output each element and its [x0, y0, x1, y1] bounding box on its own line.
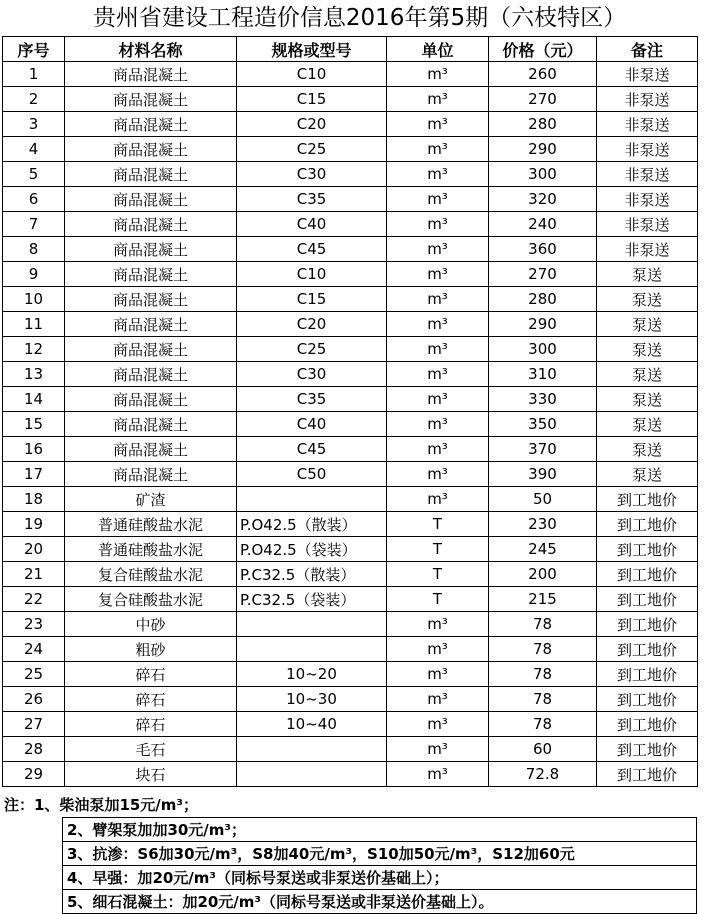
table-row — [3, 112, 698, 137]
cell-price: 78 — [489, 687, 597, 712]
cell-price: 280 — [489, 112, 597, 137]
cell-unit: m³ — [387, 112, 489, 137]
cell-unit: m³ — [387, 437, 489, 462]
cell-unit: m³ — [387, 487, 489, 512]
cell-unit: T — [387, 562, 489, 587]
cell-price: 370 — [489, 437, 597, 462]
cell-index: 2 — [3, 87, 65, 112]
cell-remark: 泵送 — [597, 362, 698, 387]
table-row — [3, 437, 698, 462]
cell-unit: m³ — [387, 687, 489, 712]
table-row — [3, 762, 698, 787]
table-header-row — [3, 37, 698, 62]
cell-unit: m³ — [387, 187, 489, 212]
cell-remark: 到工地价 — [597, 737, 698, 762]
cell-index: 17 — [3, 462, 65, 487]
note-4: 4、早强：加20元/m³（同标号泵送或非泵送价基础上）； — [63, 866, 697, 890]
cell-remark: 到工地价 — [597, 662, 698, 687]
cell-material-name: 块石 — [65, 762, 237, 787]
cell-unit: m³ — [387, 312, 489, 337]
cell-unit: m³ — [387, 612, 489, 637]
cell-material-name: 矿渣 — [65, 487, 237, 512]
cell-unit: m³ — [387, 62, 489, 87]
cell-remark: 到工地价 — [597, 762, 698, 787]
cell-material-name: 商品混凝土 — [65, 137, 237, 162]
note-3: 3、抗渗：S6加30元/m³，S8加40元/m³，S10加50元/m³，S12加60元 — [63, 842, 697, 866]
table-row — [3, 262, 698, 287]
table-row — [3, 662, 698, 687]
cell-material-name: 商品混凝土 — [65, 437, 237, 462]
cell-spec: P.O42.5（散装） — [237, 512, 387, 537]
page-title: 贵州省建设工程造价信息2016年第5期（六枝特区） — [92, 5, 627, 31]
cell-unit: m³ — [387, 712, 489, 737]
cell-price: 360 — [489, 237, 597, 262]
cell-material-name: 商品混凝土 — [65, 237, 237, 262]
cell-index: 4 — [3, 137, 65, 162]
cell-price: 330 — [489, 387, 597, 412]
cell-index: 5 — [3, 162, 65, 187]
cell-spec: C35 — [237, 187, 387, 212]
cell-unit: m³ — [387, 662, 489, 687]
cell-spec: C10 — [237, 62, 387, 87]
cell-material-name: 商品混凝土 — [65, 62, 237, 87]
cell-material-name: 复合硅酸盐水泥 — [65, 562, 237, 587]
table-row — [3, 312, 698, 337]
cell-remark: 泵送 — [597, 462, 698, 487]
cell-spec: C20 — [237, 112, 387, 137]
cell-spec — [237, 487, 387, 512]
cell-spec: 10~20 — [237, 662, 387, 687]
cell-unit: m³ — [387, 387, 489, 412]
cell-unit: m³ — [387, 737, 489, 762]
cell-price: 280 — [489, 287, 597, 312]
cell-unit: m³ — [387, 462, 489, 487]
header-index: 序号 — [3, 37, 65, 62]
table-row — [3, 412, 698, 437]
cell-material-name: 粗砂 — [65, 637, 237, 662]
cell-price: 290 — [489, 137, 597, 162]
cell-index: 26 — [3, 687, 65, 712]
cell-price: 245 — [489, 537, 597, 562]
cell-spec — [237, 737, 387, 762]
table-row — [3, 62, 698, 87]
cell-price: 72.8 — [489, 762, 597, 787]
cell-unit: m³ — [387, 137, 489, 162]
cell-unit: m³ — [387, 212, 489, 237]
cell-remark: 到工地价 — [597, 712, 698, 737]
cell-index: 27 — [3, 712, 65, 737]
cell-material-name: 复合硅酸盐水泥 — [65, 587, 237, 612]
cell-remark: 泵送 — [597, 387, 698, 412]
cell-remark: 到工地价 — [597, 637, 698, 662]
cell-index: 24 — [3, 637, 65, 662]
cell-index: 16 — [3, 437, 65, 462]
notes-table — [62, 817, 697, 914]
table-row — [3, 712, 698, 737]
cell-price: 200 — [489, 562, 597, 587]
cell-spec: C45 — [237, 437, 387, 462]
cell-unit: m³ — [387, 412, 489, 437]
cell-material-name: 中砂 — [65, 612, 237, 637]
cell-index: 21 — [3, 562, 65, 587]
table-row — [3, 87, 698, 112]
cell-remark: 非泵送 — [597, 187, 698, 212]
table-row — [3, 362, 698, 387]
cell-price: 290 — [489, 312, 597, 337]
cell-index: 19 — [3, 512, 65, 537]
cell-remark: 到工地价 — [597, 537, 698, 562]
cell-material-name: 碎石 — [65, 687, 237, 712]
cell-price: 270 — [489, 87, 597, 112]
cell-unit: m³ — [387, 87, 489, 112]
table-row — [3, 737, 698, 762]
cell-material-name: 碎石 — [65, 662, 237, 687]
cell-remark: 泵送 — [597, 287, 698, 312]
cell-index: 18 — [3, 487, 65, 512]
cell-unit: m³ — [387, 337, 489, 362]
cell-price: 78 — [489, 637, 597, 662]
header-unit: 单位 — [387, 37, 489, 62]
table-row — [3, 587, 698, 612]
cell-unit: m³ — [387, 762, 489, 787]
cell-index: 6 — [3, 187, 65, 212]
cell-material-name: 商品混凝土 — [65, 387, 237, 412]
cell-material-name: 毛石 — [65, 737, 237, 762]
cell-remark: 非泵送 — [597, 162, 698, 187]
cell-index: 28 — [3, 737, 65, 762]
price-table — [2, 36, 698, 787]
cell-price: 230 — [489, 512, 597, 537]
cell-index: 15 — [3, 412, 65, 437]
cell-remark: 泵送 — [597, 412, 698, 437]
cell-price: 300 — [489, 337, 597, 362]
table-row — [3, 687, 698, 712]
table-row — [3, 487, 698, 512]
cell-index: 7 — [3, 212, 65, 237]
cell-price: 390 — [489, 462, 597, 487]
cell-remark: 到工地价 — [597, 512, 698, 537]
cell-remark: 非泵送 — [597, 112, 698, 137]
cell-unit: m³ — [387, 162, 489, 187]
cell-spec: C40 — [237, 412, 387, 437]
cell-spec: C50 — [237, 462, 387, 487]
cell-remark: 到工地价 — [597, 562, 698, 587]
header-spec: 规格或型号 — [237, 37, 387, 62]
cell-unit: m³ — [387, 237, 489, 262]
cell-index: 20 — [3, 537, 65, 562]
cell-remark: 到工地价 — [597, 587, 698, 612]
cell-material-name: 商品混凝土 — [65, 87, 237, 112]
cell-spec: P.C32.5（袋装） — [237, 587, 387, 612]
cell-spec: C45 — [237, 237, 387, 262]
cell-remark: 泵送 — [597, 337, 698, 362]
cell-spec: C15 — [237, 87, 387, 112]
header-remark: 备注 — [597, 37, 698, 62]
cell-unit: T — [387, 587, 489, 612]
cell-spec: C25 — [237, 137, 387, 162]
cell-index: 22 — [3, 587, 65, 612]
cell-remark: 到工地价 — [597, 687, 698, 712]
cell-spec: C30 — [237, 162, 387, 187]
cell-material-name: 商品混凝土 — [65, 112, 237, 137]
cell-spec: C20 — [237, 312, 387, 337]
cell-remark: 非泵送 — [597, 212, 698, 237]
cell-unit: m³ — [387, 637, 489, 662]
cell-spec: C30 — [237, 362, 387, 387]
note-2: 2、臂架泵加加30元/m³； — [63, 818, 697, 842]
cell-unit: m³ — [387, 362, 489, 387]
cell-price: 260 — [489, 62, 597, 87]
cell-spec: 10~30 — [237, 687, 387, 712]
table-row — [3, 187, 698, 212]
cell-index: 14 — [3, 387, 65, 412]
cell-spec: C35 — [237, 387, 387, 412]
cell-remark: 非泵送 — [597, 87, 698, 112]
cell-spec: 10~40 — [237, 712, 387, 737]
table-row — [3, 537, 698, 562]
cell-remark: 到工地价 — [597, 612, 698, 637]
note-1: 注：1、柴油泵加15元/m³； — [4, 796, 198, 814]
cell-price: 78 — [489, 662, 597, 687]
table-row — [3, 137, 698, 162]
cell-price: 270 — [489, 262, 597, 287]
table-row — [3, 387, 698, 412]
table-row — [3, 337, 698, 362]
cell-index: 25 — [3, 662, 65, 687]
cell-index: 12 — [3, 337, 65, 362]
cell-price: 60 — [489, 737, 597, 762]
cell-material-name: 商品混凝土 — [65, 412, 237, 437]
cell-index: 29 — [3, 762, 65, 787]
cell-price: 50 — [489, 487, 597, 512]
table-row — [3, 162, 698, 187]
cell-material-name: 商品混凝土 — [65, 362, 237, 387]
cell-material-name: 碎石 — [65, 712, 237, 737]
cell-material-name: 商品混凝土 — [65, 212, 237, 237]
cell-index: 9 — [3, 262, 65, 287]
table-row — [3, 512, 698, 537]
cell-spec: C15 — [237, 287, 387, 312]
cell-price: 320 — [489, 187, 597, 212]
table-row — [3, 462, 698, 487]
cell-material-name: 商品混凝土 — [65, 337, 237, 362]
cell-remark: 泵送 — [597, 262, 698, 287]
cell-remark: 非泵送 — [597, 137, 698, 162]
cell-unit: m³ — [387, 262, 489, 287]
cell-price: 350 — [489, 412, 597, 437]
cell-spec: P.O42.5（袋装） — [237, 537, 387, 562]
cell-spec: C10 — [237, 262, 387, 287]
cell-spec: P.C32.5（散装） — [237, 562, 387, 587]
cell-price: 310 — [489, 362, 597, 387]
cell-remark: 泵送 — [597, 437, 698, 462]
cell-index: 3 — [3, 112, 65, 137]
cell-remark: 非泵送 — [597, 62, 698, 87]
cell-material-name: 普通硅酸盐水泥 — [65, 512, 237, 537]
cell-material-name: 商品混凝土 — [65, 162, 237, 187]
notes-section — [2, 794, 697, 914]
cell-index: 11 — [3, 312, 65, 337]
cell-material-name: 商品混凝土 — [65, 262, 237, 287]
table-row — [3, 562, 698, 587]
cell-spec — [237, 612, 387, 637]
cell-index: 13 — [3, 362, 65, 387]
cell-price: 78 — [489, 712, 597, 737]
cell-index: 1 — [3, 62, 65, 87]
cell-unit: T — [387, 537, 489, 562]
cell-material-name: 普通硅酸盐水泥 — [65, 537, 237, 562]
cell-remark: 非泵送 — [597, 237, 698, 262]
cell-remark: 到工地价 — [597, 487, 698, 512]
cell-index: 23 — [3, 612, 65, 637]
cell-price: 78 — [489, 612, 597, 637]
table-row — [3, 637, 698, 662]
header-price: 价格（元） — [489, 37, 597, 62]
cell-material-name: 商品混凝土 — [65, 187, 237, 212]
cell-spec: C40 — [237, 212, 387, 237]
cell-material-name: 商品混凝土 — [65, 312, 237, 337]
table-row — [3, 212, 698, 237]
cell-spec — [237, 762, 387, 787]
cell-unit: m³ — [387, 287, 489, 312]
cell-unit: T — [387, 512, 489, 537]
note-5: 5、细石混凝土：加20元/m³（同标号泵送或非泵送价基础上）。 — [63, 890, 697, 914]
cell-spec: C25 — [237, 337, 387, 362]
table-row — [3, 287, 698, 312]
cell-material-name: 商品混凝土 — [65, 462, 237, 487]
cell-spec — [237, 637, 387, 662]
cell-index: 10 — [3, 287, 65, 312]
cell-index: 8 — [3, 237, 65, 262]
cell-remark: 泵送 — [597, 312, 698, 337]
cell-price: 300 — [489, 162, 597, 187]
header-material-name: 材料名称 — [65, 37, 237, 62]
cell-material-name: 商品混凝土 — [65, 287, 237, 312]
table-row — [3, 237, 698, 262]
table-row — [3, 612, 698, 637]
cell-price: 240 — [489, 212, 597, 237]
cell-price: 215 — [489, 587, 597, 612]
